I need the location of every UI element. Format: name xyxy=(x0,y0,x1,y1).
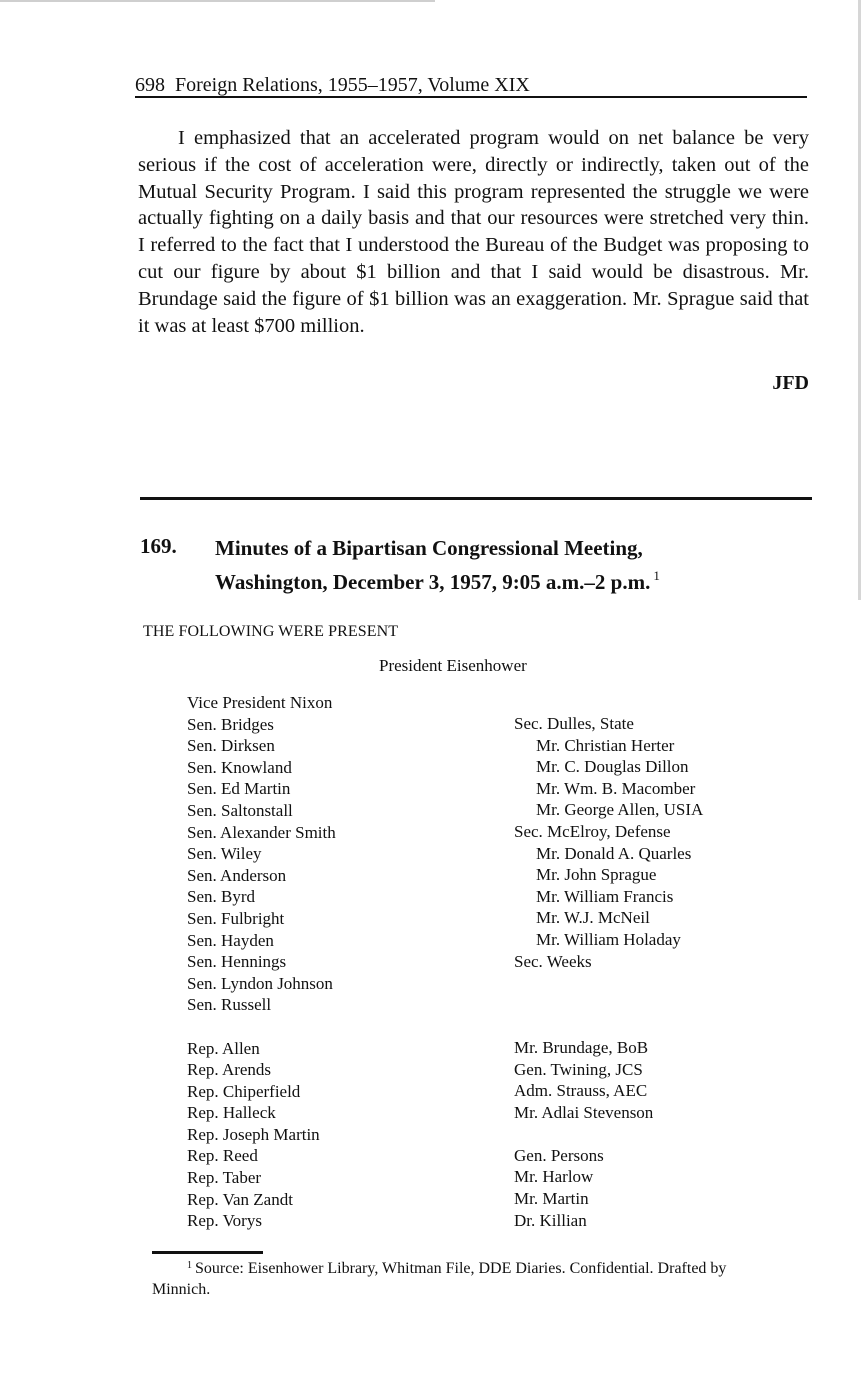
attendee-item: Rep. Van Zandt xyxy=(187,1189,293,1209)
attendee-item: Sen. Hayden xyxy=(187,930,274,950)
attendee-item: Mr. Donald A. Quarles xyxy=(536,843,692,863)
attendee-list-right xyxy=(514,713,703,1231)
attendee-item: Sen. Wiley xyxy=(187,844,262,864)
footnote-text-1: Source: Eisenhower Library, Whitman File, DDE Diaries. Confidential. Drafted by xyxy=(195,1260,727,1277)
attendee-item: Sen. Fulbright xyxy=(187,908,285,928)
attendee-item: Sen. Russell xyxy=(187,995,272,1015)
list-spacer xyxy=(514,972,703,994)
attendee-item: Rep. Vorys xyxy=(187,1211,262,1231)
document-title-line-1: Minutes of a Bipartisan Congressional Meeting, xyxy=(215,536,643,560)
attendee-item: Sen. Knowland xyxy=(187,757,292,777)
list-spacer xyxy=(187,1016,336,1038)
attendee-item: Sen. Ed Martin xyxy=(187,779,291,799)
attendee-item: Mr. Christian Herter xyxy=(536,735,675,755)
attendee-item: Gen. Twining, JCS xyxy=(514,1059,643,1079)
attendee-item: Rep. Halleck xyxy=(187,1103,276,1123)
footnote-line-1 xyxy=(152,1255,826,1279)
attendee-item: Sen. Lyndon Johnson xyxy=(187,973,333,993)
attendee-item: Sec. McElroy, Defense xyxy=(514,821,671,841)
attendee-item: Mr. William Holaday xyxy=(536,929,681,949)
attendee-item: Sec. Weeks xyxy=(514,951,592,971)
attendee-item: Mr. William Francis xyxy=(536,886,674,906)
attendance-heading: THE FOLLOWING WERE PRESENT xyxy=(143,623,399,640)
attendee-item: Dr. Killian xyxy=(514,1210,587,1230)
attendee-item: Mr. Wm. B. Macomber xyxy=(536,778,696,798)
attendee-item: Sen. Saltonstall xyxy=(187,800,293,820)
attendee-item: Sen. Alexander Smith xyxy=(187,822,336,842)
attendee-item: Rep. Reed xyxy=(187,1146,258,1166)
attendee-item: Vice President Nixon xyxy=(187,693,333,712)
attendee-item: Sen. Anderson xyxy=(187,865,287,885)
attendee-item: Rep. Arends xyxy=(187,1060,272,1080)
footnote-line-2: Minnich. xyxy=(152,1281,211,1298)
attendee-item: Mr. Harlow xyxy=(514,1167,594,1187)
attendee-item: Sen. Dirksen xyxy=(187,736,275,756)
document-title-line-2-text: Washington, December 3, 1957, 9:05 a.m.–2 p.m. xyxy=(215,570,651,594)
footnote-rule xyxy=(152,1251,263,1254)
attendee-item: Mr. W.J. McNeil xyxy=(536,908,650,928)
attendee-item: Mr. C. Douglas Dillon xyxy=(536,757,689,777)
body-paragraph: I emphasized that an accelerated program would on net balance be very serious if the cost of acceleration were, directly or indirectly, taken out of the Mutual Security Program. I said this program represented the struggle we were actually fighting on a daily basis and that our resources were stretched very thin. I referred to the fact that I understood the Bureau of the Budget was proposing to cut our figure by about $1 billion and that I said would be disastrous. Mr. Brundage said the figure of $1 billion was an exaggeration. Mr. Sprague said that it was at least $700 million. xyxy=(138,127,809,337)
document-title xyxy=(215,534,660,596)
attendee-item: Rep. Joseph Martin xyxy=(187,1124,320,1144)
attendee-item: Mr. John Sprague xyxy=(536,865,657,885)
document-title-line-2 xyxy=(215,562,660,596)
attendee-item: Sen. Byrd xyxy=(187,887,255,907)
attendee-item: Sen. Bridges xyxy=(187,714,274,734)
document-number: 169. xyxy=(140,534,177,558)
attendee-item: Mr. Brundage, BoB xyxy=(514,1037,649,1057)
scan-top-edge xyxy=(0,0,435,2)
attendee-item: Rep. Chiperfield xyxy=(187,1081,301,1101)
section-rule xyxy=(140,497,812,500)
attendee-item: Rep. Allen xyxy=(187,1038,260,1058)
attendee-item: Gen. Persons xyxy=(514,1145,604,1165)
list-spacer xyxy=(514,1123,703,1145)
attendee-item: Mr. Martin xyxy=(514,1189,589,1209)
body-paragraph-block xyxy=(138,125,809,339)
attendee-item: Mr. Adlai Stevenson xyxy=(514,1102,654,1122)
header-rule xyxy=(135,96,807,98)
attendee-item: Sec. Dulles, State xyxy=(514,714,634,733)
footnote xyxy=(152,1255,826,1300)
running-header xyxy=(135,74,530,97)
footnote-ref: 1 xyxy=(653,568,660,583)
attendee-item: Rep. Taber xyxy=(187,1168,262,1188)
list-spacer xyxy=(514,994,703,1016)
list-spacer xyxy=(514,1015,703,1037)
attendee-item: Adm. Strauss, AEC xyxy=(514,1081,648,1101)
attendee-item: Sen. Hennings xyxy=(187,952,287,972)
attendee-list-left xyxy=(187,692,336,1232)
running-title: Foreign Relations, 1955–1957, Volume XIX xyxy=(175,74,530,96)
signature-initials: JFD xyxy=(772,372,809,394)
footnote-marker: 1 xyxy=(187,1260,192,1271)
page-number: 698 xyxy=(135,74,165,96)
attendee-president: President Eisenhower xyxy=(379,656,527,675)
attendee-item: Mr. George Allen, USIA xyxy=(536,800,704,820)
